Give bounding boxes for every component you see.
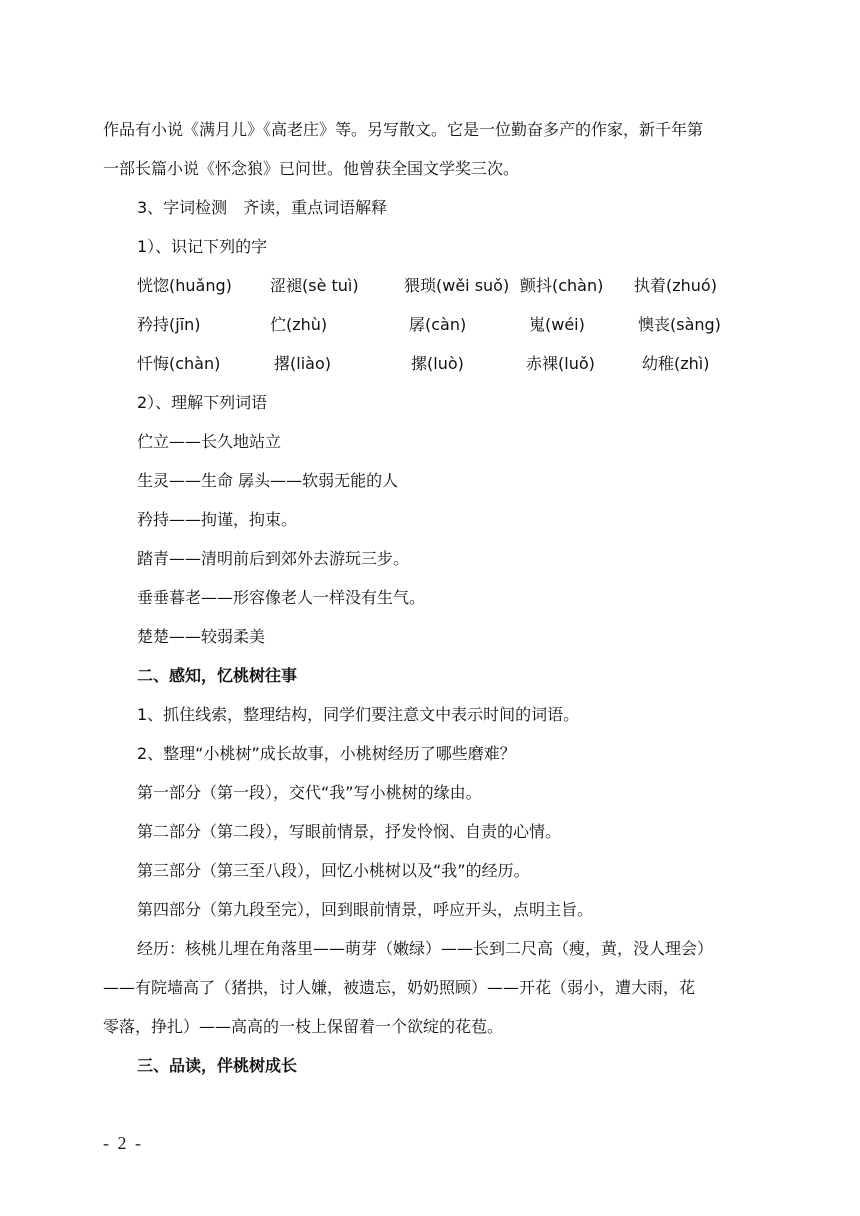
part-3-heading: 三、品读，伴桃树成长 [137, 1056, 298, 1075]
vocab-item: 垂垂暮老——形容像老人一样没有生气。 [137, 588, 426, 607]
experience-line-3: 零落，挣扎）——高高的一枝上保留着一个欲绽的花苞。 [103, 1017, 504, 1036]
experience-line-1: 经历：核桃儿埋在角落里——萌芽（嫩绿）——长到二尺高（瘦，黄，没人理会） [137, 939, 714, 958]
character-row [0, 314, 860, 336]
vocab-item: 楚楚——较弱柔美 [137, 627, 266, 646]
page-number: - 2 - [103, 1133, 143, 1153]
character-item: 撂(liào) [274, 354, 331, 373]
part-2-heading: 二、感知，忆桃树往事 [137, 666, 298, 685]
character-item: 嵬(wéi) [529, 315, 585, 334]
vocab-item: 踏青——清明前后到郊外去游玩三步。 [137, 549, 410, 568]
part-2-item: 第四部分（第九段至完），回到眼前情景，呼应开头，点明主旨。 [137, 900, 594, 919]
character-item: 孱(càn) [409, 315, 467, 334]
character-item: 赤裸(luǒ) [526, 354, 595, 373]
part-2-item: 第三部分（第三至八段），回忆小桃树以及“我”的经历。 [137, 861, 530, 880]
character-row [0, 275, 860, 297]
character-item: 矜持(jīn) [137, 315, 201, 334]
character-item: 涩褪(sè tuì) [270, 276, 359, 295]
experience-line-2: ——有院墙高了（猪拱，讨人嫌，被遗忘，奶奶照顾）——开花（弱小，遭大雨，花 [103, 978, 696, 997]
character-item: 摞(luò) [411, 354, 464, 373]
vocab-item: 生灵——生命 孱头——软弱无能的人 [137, 471, 399, 490]
part-2-item: 第一部分（第一段），交代“我”写小桃树的缘由。 [137, 783, 482, 802]
character-item: 恍惚(huǎng) [137, 276, 232, 295]
character-item: 颤抖(chàn) [520, 276, 604, 295]
character-item: 忏悔(chàn) [137, 354, 221, 373]
part-2-item: 1、抓住线索，整理结构，同学们要注意文中表示时间的词语。 [137, 705, 580, 724]
character-item: 伫(zhù) [270, 315, 328, 334]
sub-heading-1: 1）、识记下列的字 [137, 237, 268, 256]
vocab-item: 伫立——长久地站立 [137, 432, 282, 451]
section-3-heading: 3、字词检测 齐读，重点词语解释 [137, 198, 388, 217]
character-item: 执着(zhuó) [634, 276, 717, 295]
part-2-item: 2、整理“小桃树”成长故事，小桃树经历了哪些磨难？ [137, 744, 516, 763]
character-item: 幼稚(zhì) [642, 354, 710, 373]
intro-line-2: 一部长篇小说《怀念狼》已问世。他曾获全国文学奖三次。 [103, 159, 520, 178]
character-item: 懊丧(sàng) [638, 315, 721, 334]
character-row [0, 353, 860, 375]
sub-heading-2: 2）、理解下列词语 [137, 393, 268, 412]
vocab-item: 矜持——拘谨，拘束。 [137, 510, 298, 529]
intro-line-1: 作品有小说《满月儿》《高老庄》等。另写散文。它是一位勤奋多产的作家，新千年第 [103, 120, 704, 139]
character-item: 猥琐(wěi suǒ) [404, 276, 510, 295]
part-2-item: 第二部分（第二段），写眼前情景，抒发怜悯、自责的心情。 [137, 822, 562, 841]
